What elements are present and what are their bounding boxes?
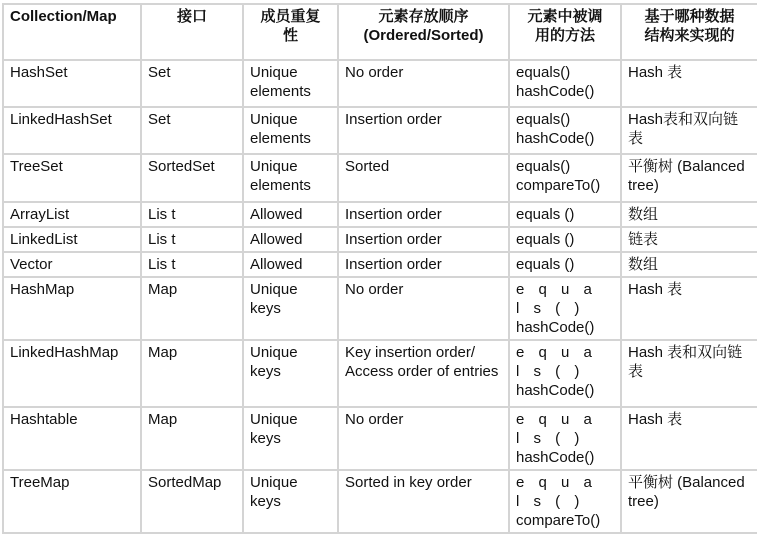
method-line: e q u a l s ( ) [516,281,597,317]
cell-ordering: No order [338,407,509,470]
cell-data-structure: Hash 表 [621,277,757,340]
cell-methods: equals() hashCode() [509,107,621,154]
cell-duplicates: Unique elements [243,60,338,107]
cell-ordering: Key insertion order/ Access order of entries [338,340,509,407]
cell-ordering: No order [338,277,509,340]
cell-collection-map: LinkedList [3,227,141,252]
cell-interface: Set [141,60,243,107]
header-collection-map [3,4,141,60]
cell-collection-map: Vector [3,252,141,277]
cell-ordering: Sorted in key order [338,470,509,533]
cell-ordering: Sorted [338,154,509,202]
table-row [3,252,757,277]
header-line: 用的方法 [534,27,595,44]
cell-collection-map: TreeMap [3,470,141,533]
cell-data-structure: 链表 [621,227,757,252]
header-row [3,4,757,60]
header-line: 元素存放顺序 [378,8,469,25]
cell-interface: Lis t [141,227,243,252]
cell-collection-map: TreeSet [3,154,141,202]
cell-collection-map: LinkedHashMap [3,340,141,407]
cell-ordering: Insertion order [338,227,509,252]
cell-methods: equals () [509,227,621,252]
header-data-structure [621,4,757,60]
table-row [3,60,757,107]
cell-duplicates: Unique keys [243,407,338,470]
cell-methods: equals() hashCode() [509,60,621,107]
table-row [3,154,757,202]
header-line: (Ordered/Sorted) [363,27,484,44]
cell-data-structure: Hash 表 [621,60,757,107]
cell-data-structure: 平衡树 (Balanced tree) [621,470,757,533]
header-label: 成员重复性 [260,8,321,44]
cell-data-structure: Hash表和双向链表 [621,107,757,154]
method-line: hashCode() [516,449,595,466]
cell-interface: Map [141,340,243,407]
cell-methods [509,340,621,407]
table-row [3,202,757,227]
cell-data-structure: 平衡树 (Balanced tree) [621,154,757,202]
table-row [3,227,757,252]
method-line: compareTo() [516,512,601,529]
cell-interface: Set [141,107,243,154]
table-row [3,277,757,340]
table-row [3,107,757,154]
cell-duplicates: Allowed [243,227,338,252]
header-duplicates [243,4,338,60]
cell-methods: equals() compareTo() [509,154,621,202]
table-row [3,340,757,407]
method-line: e q u a l s ( ) [516,411,597,447]
cell-interface: SortedMap [141,470,243,533]
cell-interface: Map [141,407,243,470]
cell-methods [509,470,621,533]
cell-interface: SortedSet [141,154,243,202]
cell-methods: equals () [509,252,621,277]
header-methods [509,4,621,60]
header-line: 接口 [176,8,207,25]
cell-collection-map: LinkedHashSet [3,107,141,154]
cell-duplicates: Unique elements [243,107,338,154]
table-row [3,407,757,470]
cell-collection-map: HashSet [3,60,141,107]
header-line: Collection/Map [10,8,117,25]
cell-data-structure: Hash 表 [621,407,757,470]
cell-duplicates: Allowed [243,202,338,227]
header-ordering [338,4,509,60]
cell-ordering: Insertion order [338,202,509,227]
method-line: hashCode() [516,319,595,336]
method-line: hashCode() [516,382,595,399]
method-line: e q u a l s ( ) [516,344,597,380]
cell-data-structure: 数组 [621,252,757,277]
cell-interface: Lis t [141,202,243,227]
cell-duplicates: Unique elements [243,154,338,202]
cell-collection-map: ArrayList [3,202,141,227]
cell-duplicates: Unique keys [243,470,338,533]
table-row [3,470,757,533]
method-line: e q u a l s ( ) [516,474,597,510]
cell-interface: Map [141,277,243,340]
header-line: 元素中被调 [527,8,603,25]
cell-interface: Lis t [141,252,243,277]
cell-collection-map: Hashtable [3,407,141,470]
cell-data-structure: Hash 表和双向链表 [621,340,757,407]
collections-comparison-table [2,3,757,534]
cell-ordering: Insertion order [338,252,509,277]
cell-duplicates: Unique keys [243,340,338,407]
cell-duplicates: Unique keys [243,277,338,340]
cell-methods [509,277,621,340]
cell-ordering: Insertion order [338,107,509,154]
cell-ordering: No order [338,60,509,107]
cell-collection-map: HashMap [3,277,141,340]
cell-duplicates: Allowed [243,252,338,277]
cell-methods: equals () [509,202,621,227]
cell-data-structure: 数组 [621,202,757,227]
header-line: 基于哪种数据 [644,8,735,25]
header-line: 结构来实现的 [644,27,735,44]
header-interface [141,4,243,60]
cell-methods [509,407,621,470]
